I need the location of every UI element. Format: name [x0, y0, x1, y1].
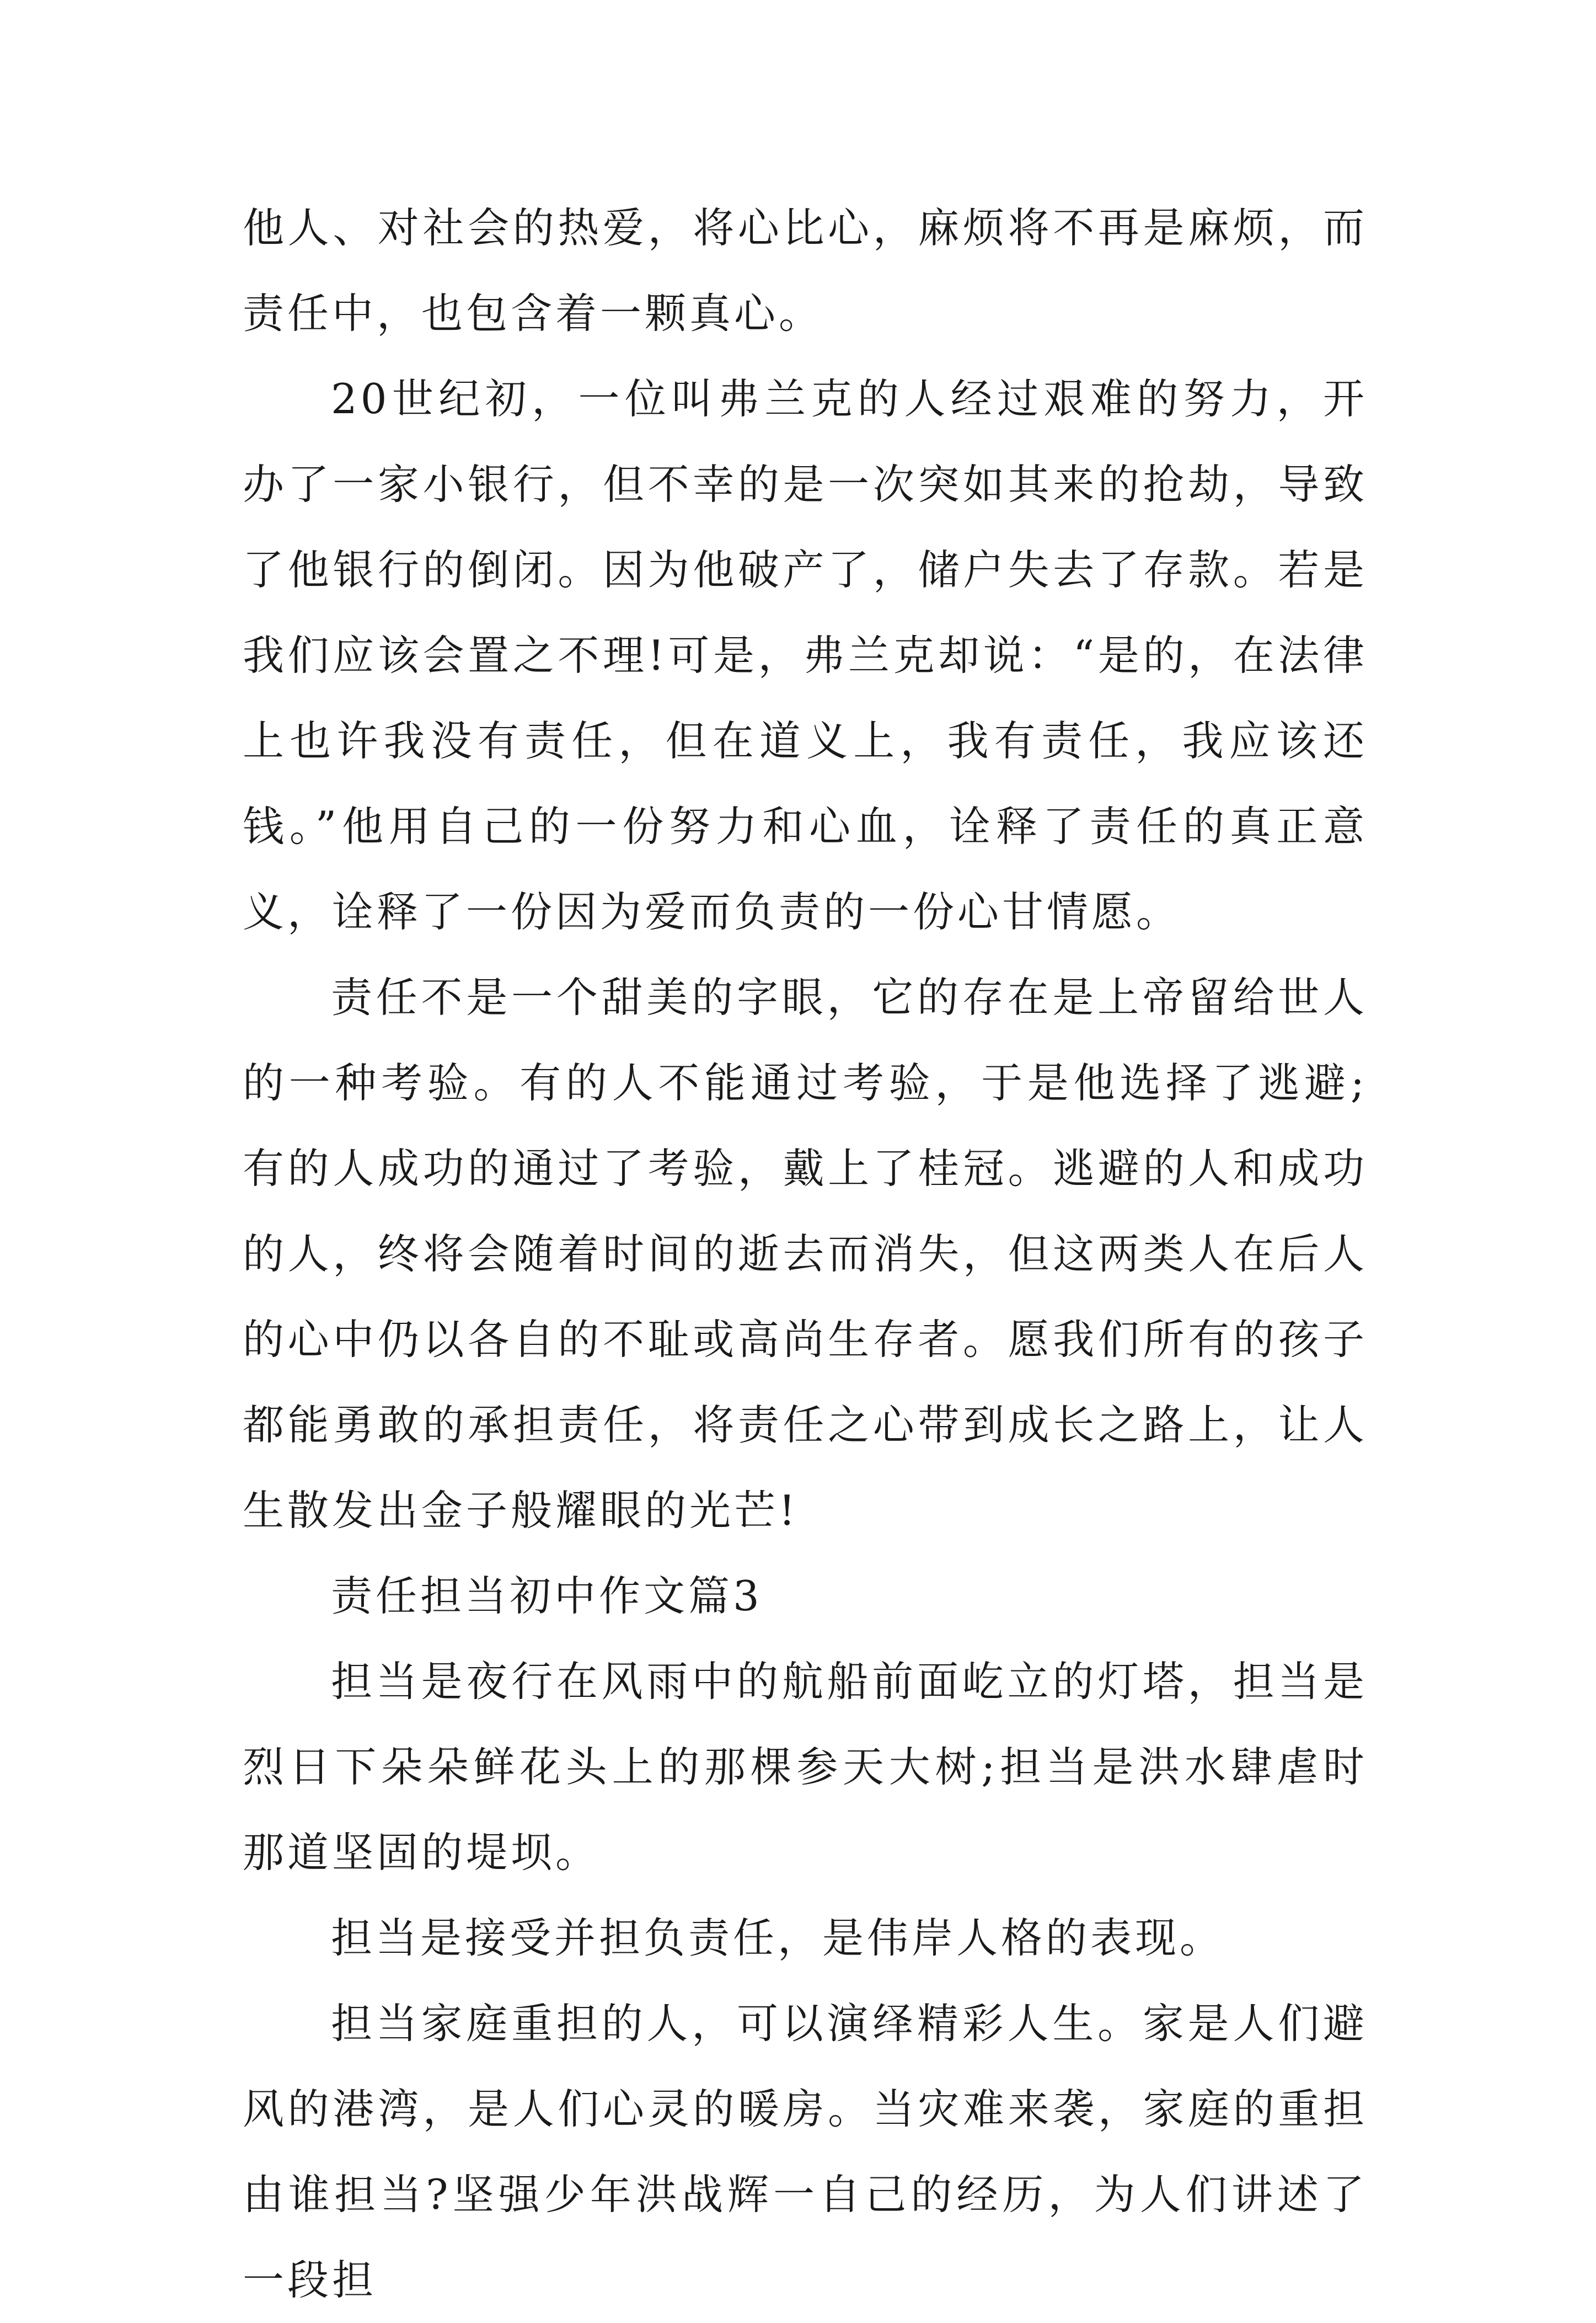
paragraph-continuation: 他人、对社会的热爱，将心比心，麻烦将不再是麻烦，而责任中，也包含着一颗真心。 [243, 204, 1368, 338]
section-heading: 责任担当初中作文篇3 [331, 1572, 763, 1620]
paragraph-lighthouse: 担当是夜行在风雨中的航船前面屹立的灯塔，担当是烈日下朵朵鲜花头上的那棵参天大树;担当是洪水肆虐时那道坚固的堤坝。 [243, 1657, 1368, 1877]
paragraph-frank-story: 20世纪初，一位叫弗兰克的人经过艰难的努力，开办了一家小银行，但不幸的是一次突如其来的抢劫，导致了他银行的倒闭。因为他破产了，储户失去了存款。若是我们应该会置之不理!可是，弗兰克却说：“是的，在法律上也许我没有责任，但在道义上，我有责任，我应该还钱。”他用自己的一份努力和心血，诠释了责任的真正意义，诠释了一份因为爱而负责的一份心甘情愿。 [243, 375, 1368, 936]
paragraph-family-burden: 担当家庭重担的人，可以演绎精彩人生。家是人们避风的港湾，是人们心灵的暖房。当灾难来袭，家庭的重担由谁担当?坚强少年洪战辉一自己的经历，为人们讲述了一段担 [243, 1999, 1368, 2304]
paragraph-definition: 担当是接受并担负责任，是伟岸人格的表现。 [331, 1914, 1225, 1962]
document-body [243, 185, 1368, 2323]
paragraph-responsibility-test: 责任不是一个甜美的字眼，它的存在是上帝留给世人的一种考验。有的人不能通过考验，于是他选择了逃避;有的人成功的通过了考验，戴上了桂冠。逃避的人和成功的人，终将会随着时间的逝去而消失，但这两类人在后人的心中仍以各自的不耻或高尚生存者。愿我们所有的孩子都能勇敢的承担责任，将责任之心带到成长之路上，让人生散发出金子般耀眼的光芒! [243, 973, 1368, 1535]
